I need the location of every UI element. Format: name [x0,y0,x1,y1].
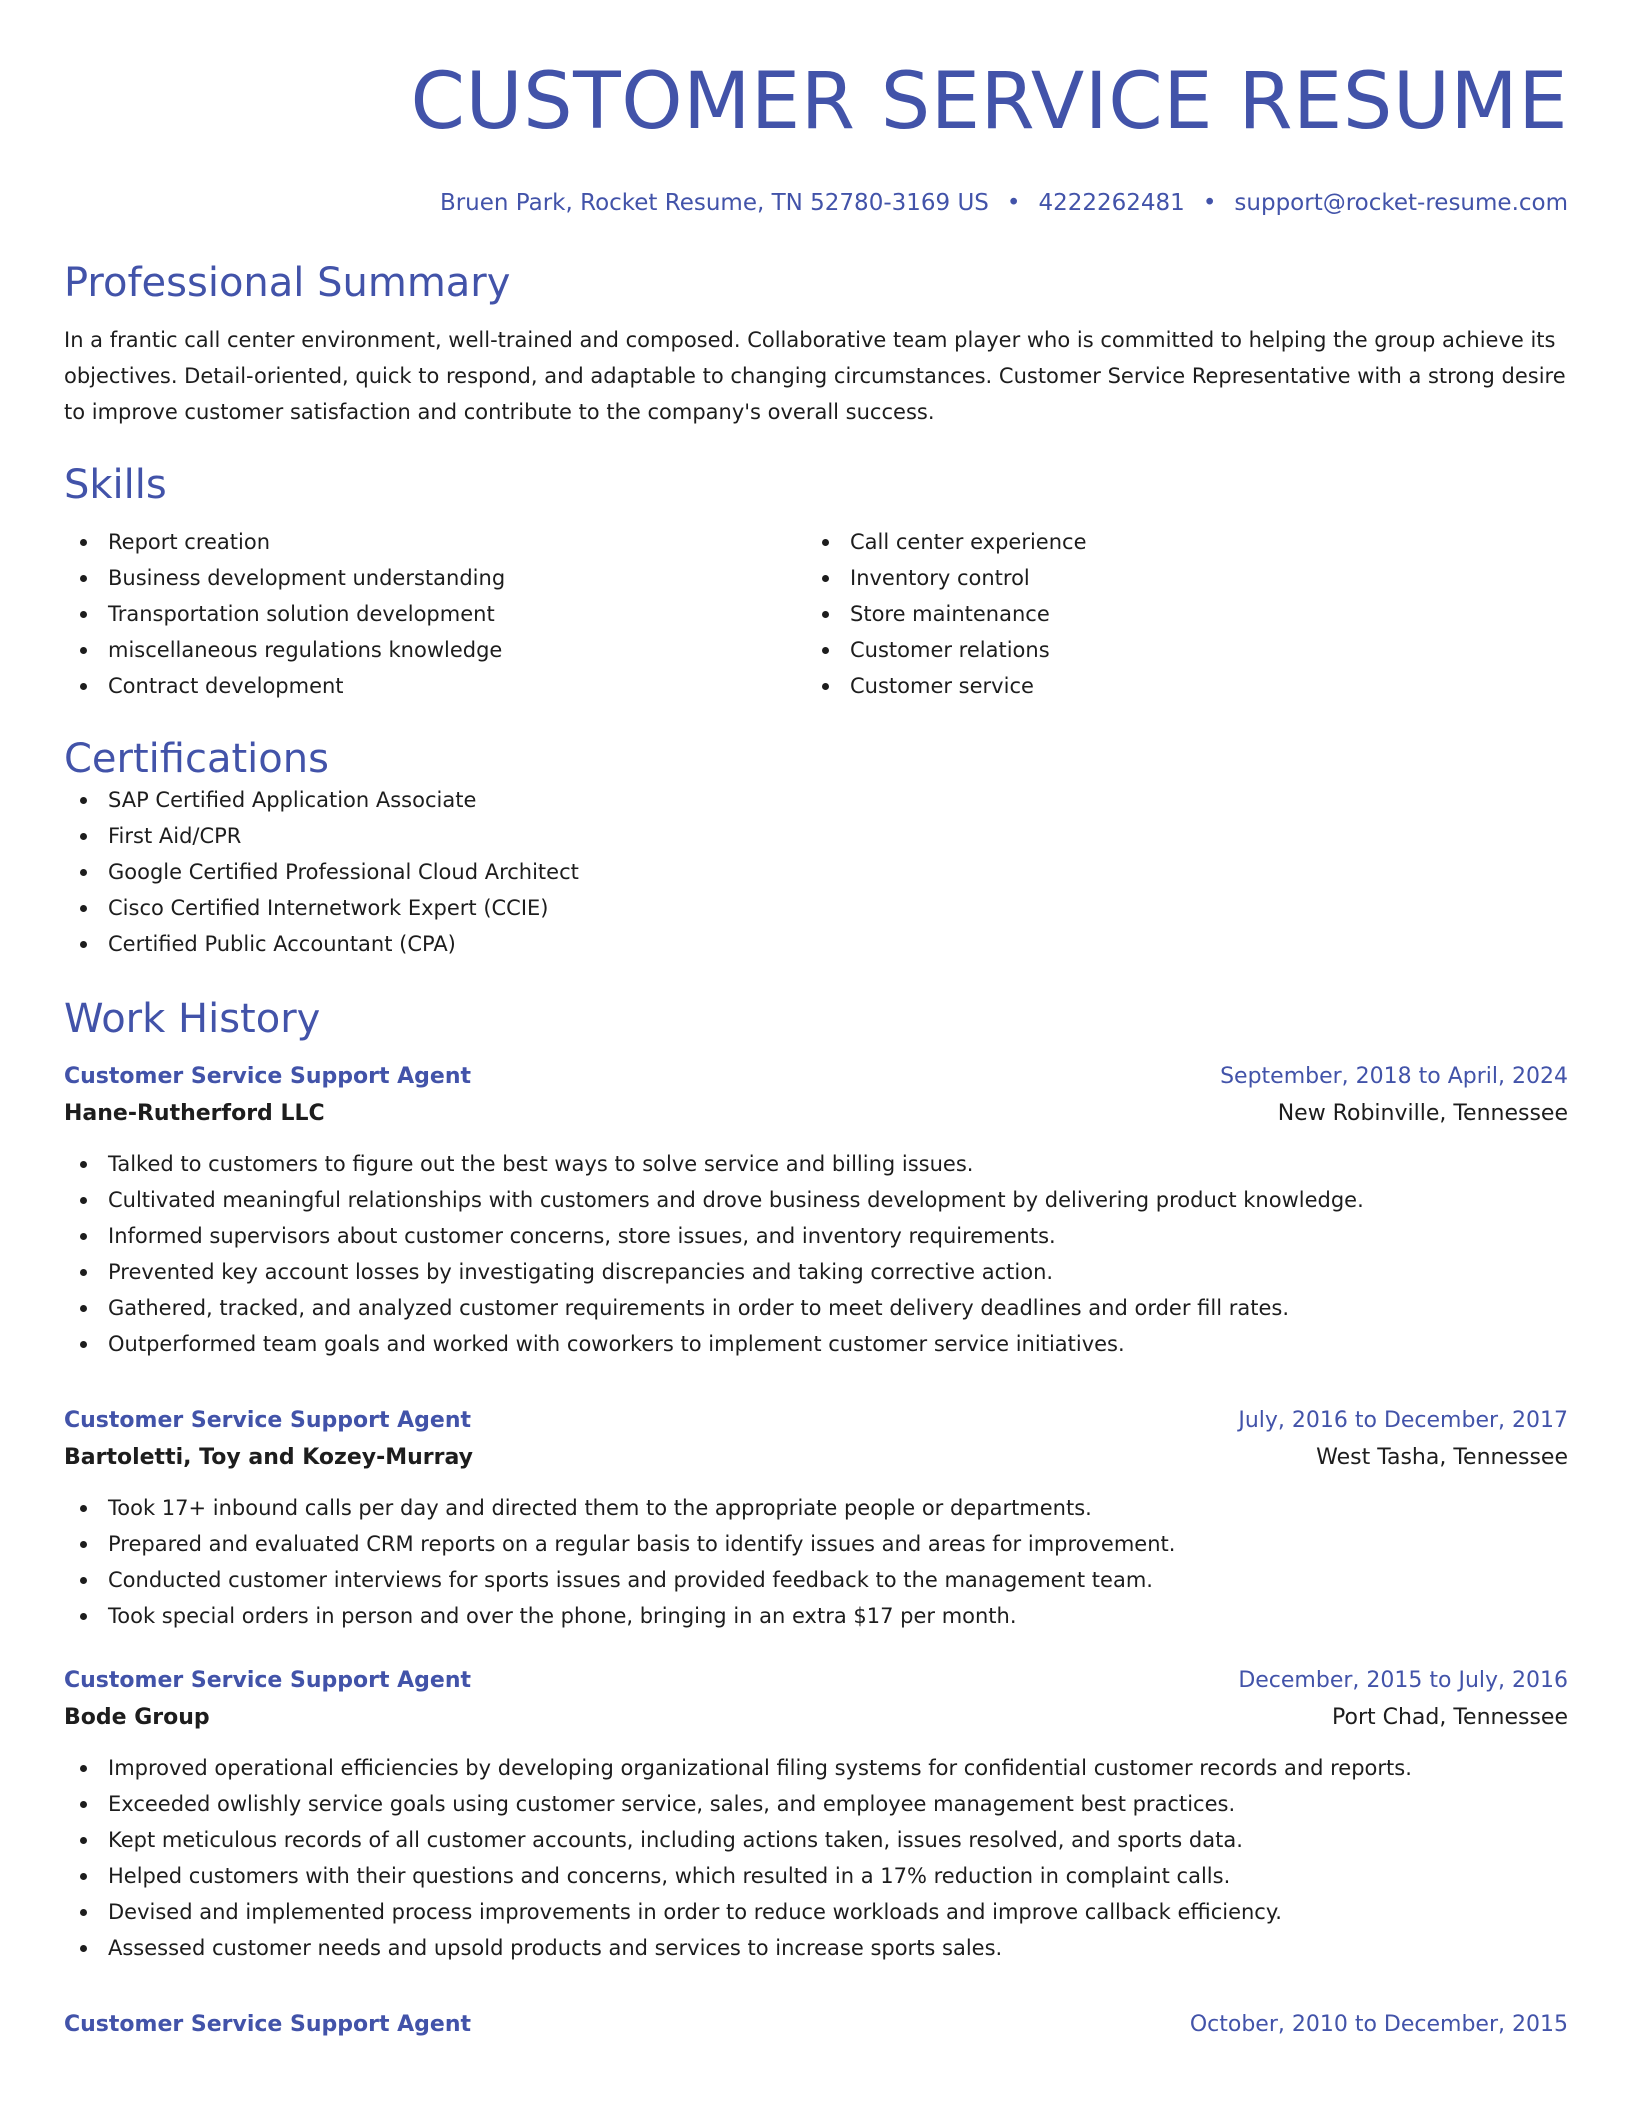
job-duty: Prepared and evaluated CRM reports on a regular basis to identify issues and areas for improvement. [64,1526,1568,1562]
job-company-row [64,1438,1568,1478]
job-location: New Robinville, Tennessee [1277,1101,1568,1126]
skill-item: Contract development [64,668,806,704]
skills-list-left [64,524,806,704]
skill-item: Store maintenance [806,596,1548,632]
resume-title: CUSTOMER SERVICE RESUME [410,57,1568,147]
job-duties-list [64,1146,1568,1362]
job-duty: Took special orders in person and over the phone, bringing in an extra $17 per month. [64,1598,1568,1634]
job-dates: December, 2015 to July, 2016 [1238,1668,1568,1693]
job-duty: Informed supervisors about customer concerns, store issues, and inventory requirements. [64,1218,1568,1254]
job-title: Customer Service Support Agent [64,1408,472,1433]
skill-item: Business development understanding [64,560,806,596]
job-entry [64,1060,1568,1362]
certifications-heading: Certifications [64,736,329,782]
skill-item: Report creation [64,524,806,560]
job-location: West Tasha, Tennessee [1316,1445,1568,1470]
job-header-row [64,2008,1568,2042]
certifications-list [64,782,1568,962]
job-company-row [64,1094,1568,1134]
skill-item: Customer relations [806,632,1548,668]
certification-item: SAP Certified Application Associate [64,782,1568,818]
job-entry [64,1664,1568,1966]
job-duty: Talked to customers to figure out the best ways to solve service and billing issues. [64,1146,1568,1182]
job-company: Bode Group [64,1705,210,1730]
job-company: Hane-Rutherford LLC [64,1101,325,1126]
job-duty: Devised and implemented process improvements in order to reduce workloads and improve callback efficiency. [64,1894,1568,1930]
contact-address: Bruen Park, Rocket Resume, TN 52780-3169 US [439,190,989,216]
work-history-heading: Work History [64,996,321,1042]
skill-item: Inventory control [806,560,1548,596]
job-header-row [64,1664,1568,1698]
job-location: Port Chad, Tennessee [1332,1705,1568,1730]
contact-email[interactable]: support@rocket-resume.com [1234,190,1568,216]
job-duty: Conducted customer interviews for sports issues and provided feedback to the management team. [64,1562,1568,1598]
contact-separator: • [1202,190,1217,216]
job-entry [64,2008,1568,2042]
job-dates: July, 2016 to December, 2017 [1238,1408,1568,1433]
job-duty: Helped customers with their questions and concerns, which resulted in a 17% reduction in complaint calls. [64,1858,1568,1894]
job-dates: September, 2018 to April, 2024 [1220,1064,1568,1089]
job-duty: Prevented key account losses by investigating discrepancies and taking corrective action. [64,1254,1568,1290]
skills-list-right [806,524,1548,704]
job-duty: Improved operational efficiencies by developing organizational filing systems for confidential customer records and reports. [64,1750,1568,1786]
contact-phone[interactable]: 4222262481 [1038,190,1185,216]
job-duty: Outperformed team goals and worked with coworkers to implement customer service initiatives. [64,1326,1568,1362]
job-title: Customer Service Support Agent [64,2012,472,2037]
job-header-row [64,1404,1568,1438]
job-title: Customer Service Support Agent [64,1064,472,1089]
job-company-row [64,1698,1568,1738]
skill-item: Customer service [806,668,1548,704]
skills-heading: Skills [64,462,167,508]
job-duty: Gathered, tracked, and analyzed customer requirements in order to meet delivery deadlines and order fill rates. [64,1290,1568,1326]
job-company: Bartoletti, Toy and Kozey-Murray [64,1445,473,1470]
job-duty: Cultivated meaningful relationships with customers and drove business development by delivering product knowledge. [64,1182,1568,1218]
resume-page [64,0,1568,2042]
skill-item: Transportation solution development [64,596,806,632]
job-duty: Assessed customer needs and upsold products and services to increase sports sales. [64,1930,1568,1966]
skill-item: miscellaneous regulations knowledge [64,632,806,668]
skill-item: Call center experience [806,524,1548,560]
job-duties-list [64,1750,1568,1966]
summary-text: In a frantic call center environment, well-trained and composed. Collaborative team player who is committed to helping the group achieve its objectives. Detail-oriented, quick to respond, and adaptable to changing circumstances. Customer Service Representative with a strong desire to improve customer satisfaction and contribute to the company's overall success. [64,328,1566,424]
job-dates: October, 2010 to December, 2015 [1189,2012,1568,2037]
skills-grid [64,524,1568,704]
contact-separator: • [1006,190,1021,216]
contact-line [64,188,1568,218]
job-duties-list [64,1490,1568,1634]
certification-item: First Aid/CPR [64,818,1568,854]
certification-item: Certified Public Accountant (CPA) [64,926,1568,962]
job-duty: Kept meticulous records of all customer accounts, including actions taken, issues resolved, and sports data. [64,1822,1568,1858]
job-entry [64,1404,1568,1634]
job-header-row [64,1060,1568,1094]
job-duty: Exceeded owlishly service goals using customer service, sales, and employee management best practices. [64,1786,1568,1822]
certification-item: Cisco Certified Internetwork Expert (CCIE) [64,890,1568,926]
certification-item: Google Certified Professional Cloud Architect [64,854,1568,890]
summary-heading: Professional Summary [64,260,511,306]
job-duty: Took 17+ inbound calls per day and directed them to the appropriate people or departments. [64,1490,1568,1526]
job-title: Customer Service Support Agent [64,1668,472,1693]
